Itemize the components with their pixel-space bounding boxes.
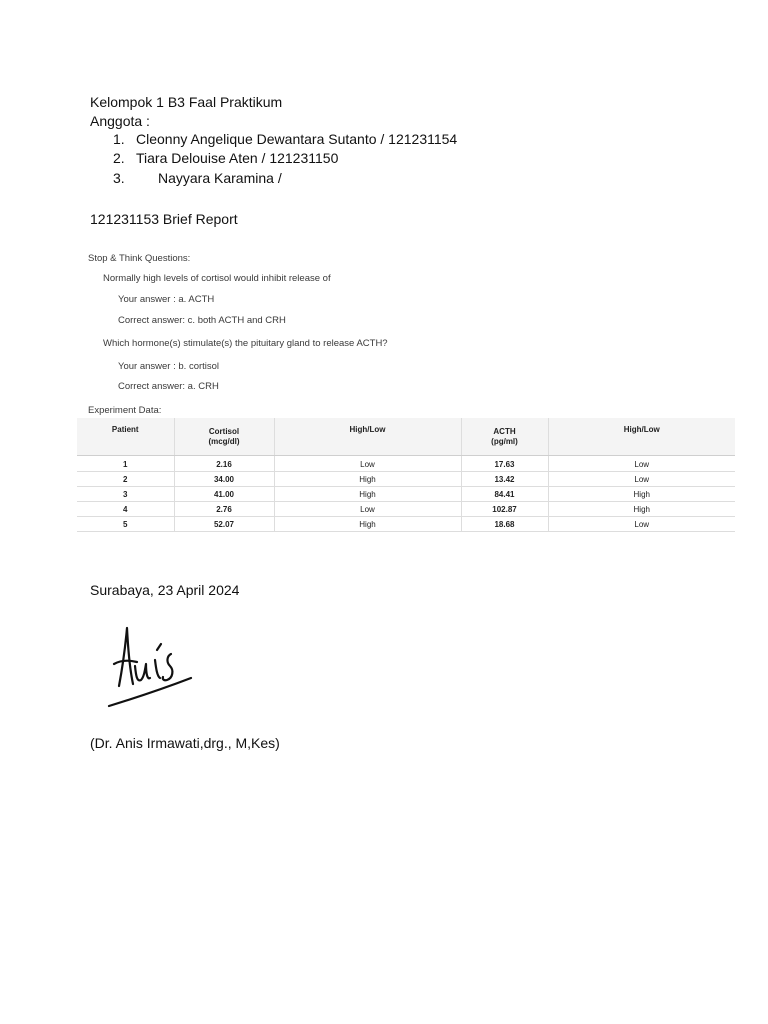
member-number: 2. (113, 150, 125, 166)
cell-acth-level: Low (548, 472, 735, 487)
cell-cortisol: 41.00 (174, 487, 274, 502)
table-row (77, 487, 735, 502)
cell-acth-level: Low (548, 456, 735, 472)
signer-name: (Dr. Anis Irmawati,drg., M,Kes) (90, 735, 280, 751)
table-row (77, 517, 735, 532)
members-label: Anggota : (90, 113, 150, 129)
cell-acth-level: High (548, 487, 735, 502)
cell-cortisol-level: High (274, 517, 461, 532)
cell-cortisol: 34.00 (174, 472, 274, 487)
header-cortisol: Cortisol (mcg/dl) (174, 418, 274, 456)
cell-cortisol: 52.07 (174, 517, 274, 532)
member-text: Tiara Delouise Aten / 121231150 (136, 150, 339, 166)
cell-patient: 2 (77, 472, 174, 487)
handwritten-signature (105, 620, 200, 712)
member-text: Cleonny Angelique Dewantara Sutanto / 121231154 (136, 131, 458, 147)
report-title: 121231153 Brief Report (90, 211, 238, 227)
cell-acth: 102.87 (461, 502, 548, 517)
header-high-low-acth: High/Low (548, 418, 735, 456)
table-row (77, 472, 735, 487)
cell-cortisol-level: Low (274, 456, 461, 472)
cell-patient: 1 (77, 456, 174, 472)
table-row (77, 456, 735, 472)
header-patient: Patient (77, 418, 174, 456)
cell-cortisol-level: High (274, 487, 461, 502)
experiment-data-title: Experiment Data: (88, 405, 162, 416)
cell-patient: 3 (77, 487, 174, 502)
stop-think-title: Stop & Think Questions: (88, 253, 191, 264)
document-title: Kelompok 1 B3 Faal Praktikum (90, 94, 283, 110)
cell-acth: 17.63 (461, 456, 548, 472)
question-1-your-answer: Your answer : a. ACTH (118, 294, 215, 305)
member-text: Nayyara Karamina / (158, 170, 282, 186)
member-number: 3. (113, 170, 125, 186)
member-number: 1. (113, 131, 125, 147)
place-date: Surabaya, 23 April 2024 (90, 582, 240, 598)
header-acth: ACTH (pg/ml) (461, 418, 548, 456)
cell-cortisol-level: High (274, 472, 461, 487)
question-2-your-answer: Your answer : b. cortisol (118, 361, 220, 372)
experiment-data-table (77, 418, 735, 532)
cell-cortisol: 2.16 (174, 456, 274, 472)
header-high-low-cortisol: High/Low (274, 418, 461, 456)
question-2-text: Which hormone(s) stimulate(s) the pituitary gland to release ACTH? (103, 338, 388, 349)
table-header-row (77, 418, 735, 456)
table-row (77, 502, 735, 517)
cell-cortisol-level: Low (274, 502, 461, 517)
cell-acth: 13.42 (461, 472, 548, 487)
cell-patient: 4 (77, 502, 174, 517)
cell-acth: 84.41 (461, 487, 548, 502)
cell-cortisol: 2.76 (174, 502, 274, 517)
question-1-text: Normally high levels of cortisol would inhibit release of (103, 273, 331, 284)
cell-acth-level: High (548, 502, 735, 517)
cell-acth-level: Low (548, 517, 735, 532)
cell-patient: 5 (77, 517, 174, 532)
cell-acth: 18.68 (461, 517, 548, 532)
question-2-correct-answer: Correct answer: a. CRH (118, 381, 219, 392)
question-1-correct-answer: Correct answer: c. both ACTH and CRH (118, 315, 286, 326)
